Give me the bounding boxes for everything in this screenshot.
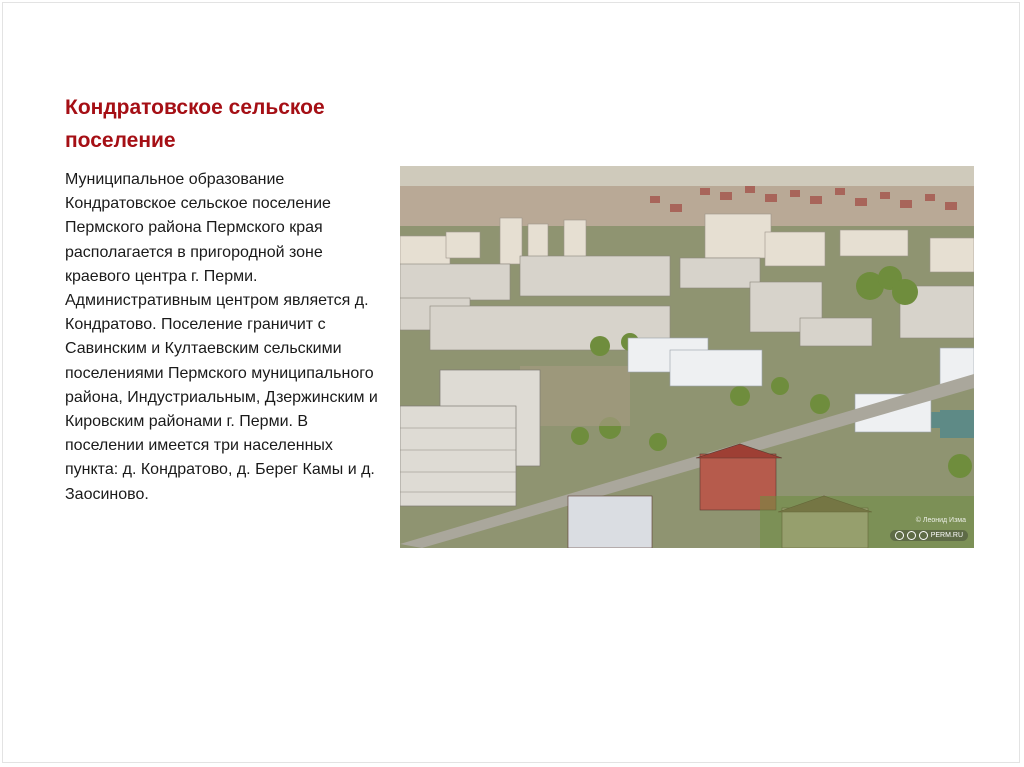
watermark-logo-icon <box>895 531 904 540</box>
photo-watermark <box>890 530 968 541</box>
slide-title: Кондратовское сельское поселение <box>65 96 325 152</box>
aerial-photo <box>400 166 974 548</box>
slide-body-text: Муниципальное образование Кондратовское сельское поселение Пермского района Пермского края располагается в пригородной зоне краевого центра г. Перми. Административным центром является д. Кондратово. Поселение граничит с Савинским и Култаевским сельскими поселениями Пермского муниципального района, Индустриальным, Дзержинским и Кировским районами г. Перми. В поселении имеется три населенных пункта: д. Кондратово, д. Берег Камы и д. Заосиново. <box>65 171 378 503</box>
photo-credit: © Леонид Изма <box>915 517 966 524</box>
watermark-logo-icon <box>919 531 928 540</box>
watermark-text: PERM.RU <box>930 532 963 539</box>
watermark-logo-icon <box>907 531 916 540</box>
aerial-photo-illustration <box>400 166 974 548</box>
